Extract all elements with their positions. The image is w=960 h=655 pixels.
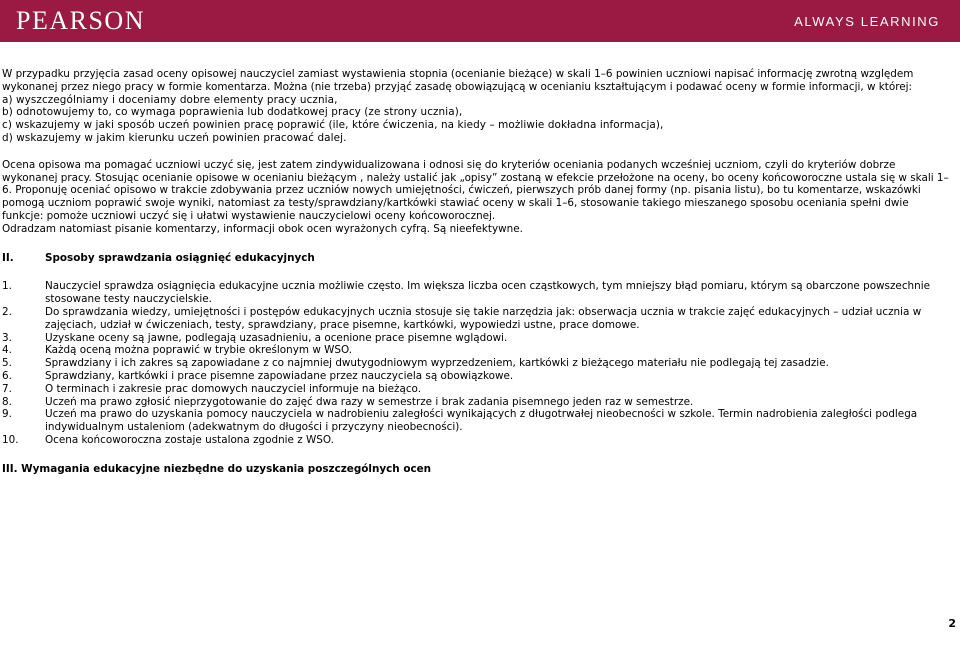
list-item: [2, 344, 952, 357]
header-tagline: ALWAYS LEARNING: [794, 14, 940, 29]
list-item: [2, 332, 952, 345]
document-body: [2, 68, 952, 476]
list-item-text: Sprawdziany, kartkówki i prace pisemne zapowiadane przez nauczyciela są obowiązkowe.: [45, 369, 514, 382]
list-item: [2, 434, 952, 447]
list-item-number: 5.: [2, 357, 12, 370]
assessment-methods-list: [2, 280, 952, 446]
list-item: [2, 280, 952, 306]
list-item-text: Sprawdziany i ich zakres są zapowiadane z co najmniej dwutygodniowym wyprzedzeniem, kartkówki z bieżącego materiału nie podlegają tej zasadzie.: [45, 357, 829, 370]
intro-item-b: b) odnotowujemy to, co wymaga poprawienia lub dodatkowej pracy (ze strony ucznia),: [2, 106, 463, 119]
list-item-number: 2.: [2, 305, 12, 318]
list-item: [2, 383, 952, 396]
list-item-number: 7.: [2, 382, 12, 395]
list-item: [2, 396, 952, 409]
list-item-number: 3.: [2, 331, 12, 344]
intro-paragraph: W przypadku przyjęcia zasad oceny opisowej nauczyciel zamiast wystawienia stopnia (ocenianie bieżące) w skali 1–6 powinien uczniowi napisać informację zwrotną względem wykonanej przez niego pracy w formie komentarza. Można (nie trzeba) przyjąć zasadę obowiązującą w ocenianiu kształtującym i podawać oceny w formie informacji, w której:: [2, 68, 914, 93]
section-3-heading: III. Wymagania edukacyjne niezbędne do uzyskania poszczególnych ocen: [2, 462, 432, 475]
list-item-text: Uczeń ma prawo zgłosić nieprzygotowanie do zajęć dwa razy w semestrze i brak zadania pisemnego jeden raz w semestrze.: [45, 395, 694, 408]
list-item-number: 10.: [2, 433, 19, 446]
list-item: [2, 370, 952, 383]
list-item-text: O terminach i zakresie prac domowych nauczyciel informuje na bieżąco.: [45, 382, 422, 395]
assessment-closing-line: Odradzam natomiast pisanie komentarzy, informacji obok ocen wyrażonych cyfrą. Są nieefektywne.: [2, 222, 523, 235]
header-banner: [0, 0, 960, 42]
list-item-number: 4.: [2, 344, 12, 357]
list-item-number: 8.: [2, 395, 12, 408]
intro-item-c: c) wskazujemy w jaki sposób uczeń powinien pracę poprawić (ile, które ćwiczenia, na kiedy – możliwie dokładna informacja),: [2, 119, 664, 132]
section-2-heading: [2, 252, 952, 265]
section-2-title: Sposoby sprawdzania osiągnięć edukacyjnych: [45, 251, 315, 264]
list-item-text: Ocena końcoworoczna zostaje ustalona zgodnie z WSO.: [45, 433, 334, 446]
assessment-paragraph: Ocena opisowa ma pomagać uczniowi uczyć się, jest zatem zindywidualizowana i odnosi się do kryteriów oceniania podanych wcześniej uczniom, czyli do kryteriów dobrze wykonanej pracy. Stosując ocenianie opisowe w ocenianiu bieżącym , należy ustalić jak „opisy” zostaną w efekcie przełożone na oceny, bo oceny końcoworoczne ustala się w skali 1–6. Proponuję oceniać opisowo w trakcie zdobywania przez uczniów nowych umiejętności, ćwiczeń, pierwszych prób danej formy (np. pisania listu), bo tu komentarze, wskazówki pomogą uczniom poprawić swoje wyniki, natomiast za testy/sprawdziany/kartkówki stawiać oceny w skali 1–6, stosowanie takiego mieszanego sposobu oceniania spełni dwie funkcje: pomoże uczniowi uczyć się i ułatwi wystawienie nauczycielowi oceny końcoworocznej.: [2, 158, 949, 222]
intro-item-d: d) wskazujemy w jakim kierunku uczeń powinien pracować dalej.: [2, 131, 347, 144]
list-item-text: Uzyskane oceny są jawne, podlegają uzasadnieniu, a ocenione prace pisemne wglądowi.: [45, 331, 508, 344]
list-item-text: Do sprawdzania wiedzy, umiejętności i postępów edukacyjnych ucznia stosuje się takie narzędzia jak: obserwacja ucznia w trakcie zajęć edukacyjnych – udział ucznia w zajęciach, udział w ćwiczeniach, testy, sprawdziany, prace pisemne, kartkówki, wypowiedzi ustne, prace domowe.: [45, 305, 922, 331]
list-item: [2, 408, 952, 434]
list-item-text: Każdą oceną można poprawić w trybie określonym w WSO.: [45, 344, 353, 357]
list-item-number: 6.: [2, 369, 12, 382]
section-2-number: II.: [2, 251, 14, 264]
list-item-text: Nauczyciel sprawdza osiągnięcia edukacyjne ucznia możliwie często. Im większa liczba ocen cząstkowych, tym mniejszy błąd pomiaru, którym są obarczone powszechnie stosowane testy nauczycielskie.: [45, 280, 930, 306]
list-item: [2, 306, 952, 332]
pearson-logo: PEARSON: [16, 6, 145, 35]
intro-item-a: a) wyszczególniamy i doceniamy dobre elementy pracy ucznia,: [2, 93, 338, 106]
list-item-number: 9.: [2, 408, 12, 421]
list-item-number: 1.: [2, 280, 12, 293]
page-number: 2: [948, 617, 956, 630]
list-item: [2, 357, 952, 370]
list-item-text: Uczeń ma prawo do uzyskania pomocy nauczyciela w nadrobieniu zaległości wynikających z długotrwałej nieobecności w szkole. Termin nadrobienia zaległości podlega indywidualnym ustaleniom (adekwatnym do długości i przyczyny nieobecności).: [45, 408, 918, 434]
